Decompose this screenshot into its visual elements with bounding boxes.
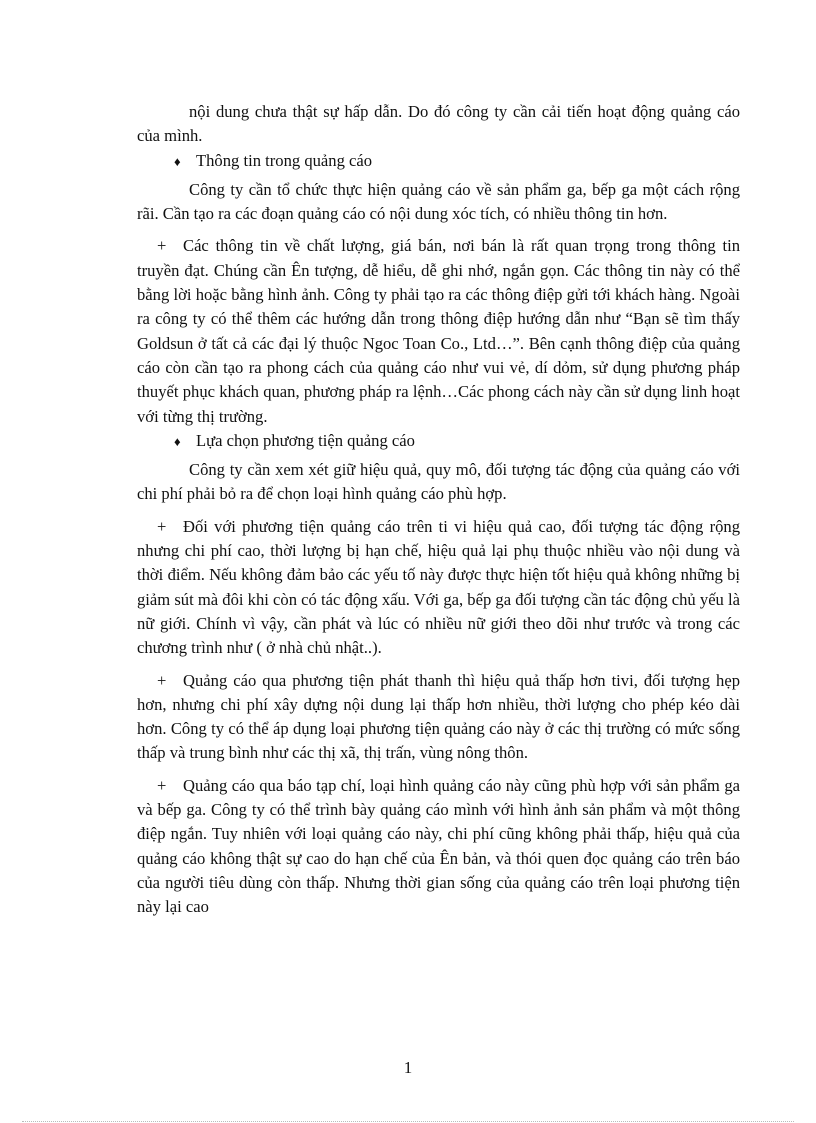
paragraph-organize-advertising: Công ty cần tổ chức thực hiện quảng cáo về sản phẩm ga, bếp ga một cách rộng rãi. Cần tạo ra các đoạn quảng cáo có nội dung xóc tích, có nhiều thông tin hơn. [137, 179, 740, 224]
plus-bullet-icon: + [157, 670, 167, 690]
document-body [137, 100, 740, 920]
page-number: 1 [403, 1058, 413, 1077]
heading-text: Lựa chọn phương tiện quảng cáo [196, 430, 415, 450]
paragraph-plus-radio [137, 669, 740, 766]
paragraph-intro-continuation: nội dung chưa thật sự hấp dẫn. Do đó công ty cần cải tiến hoạt động quảng cáo của mình. [137, 102, 740, 146]
paragraph-plus-newspaper [137, 774, 740, 920]
heading-text: Thông tin trong quảng cáo [196, 150, 373, 170]
paragraph-text: Quảng cáo qua phương tiện phát thanh thì hiệu quả thấp hơn tivi, đối tượng hẹp hơn, nhưng chi phí xây dựng nội dung lại thấp hơn nhiều, thời lượng cho phép kéo dài hơn. Công ty có thể áp dụng loại phương tiện quảng cáo này ở các thị trường có mức sống thấp và trung bình như các thị xã, thị trấn, vùng nông thôn. [137, 670, 740, 763]
page-bottom-border [22, 1121, 794, 1122]
plus-bullet-icon: + [157, 516, 167, 536]
paragraph-plus-television [137, 515, 740, 661]
plus-bullet-icon: + [157, 236, 167, 256]
paragraph-text: Đối với phương tiện quảng cáo trên ti vi hiệu quả cao, đối tượng tác động rộng nhưng chi phí cao, thời lượng bị hạn chế, hiệu quả lại phụ thuộc nhiều vào nội dung và thời điểm. Nếu không đảm bảo các yếu tố này được thực hiện tốt hiệu quả không những bị giảm sút mà đôi khi còn có tác động xấu. Với ga, bếp ga đối tượng cần tác động chủ yếu là nữ giới. Chính vì vậy, cần phát và lúc có nhiều nữ giới theo dõi như trước và trong các chương trình như ( ở nhà chủ nhật..). [137, 516, 740, 658]
heading-advertising-information [137, 149, 740, 174]
paragraph-text: Các thông tin về chất lượng, giá bán, nơi bán là rất quan trọng trong thông tin truyền đạt. Chúng cần Ên tượng, dễ hiểu, dễ ghi nhớ, ngắn gọn. Các thông tin này có thể bằng lời hoặc bằng hình ảnh. Công ty phải tạo ra các thông điệp gửi tới khách hàng. Ngoài ra công ty có thể thêm các hướng dẫn trong thông điệp hướng dẫn như “Bạn sẽ tìm thấy Goldsun ở tất cả các đại lý thuộc Ngoc Toan Co., Ltd…”. Bên cạnh thông điệp của quảng cáo còn cần tạo ra phong cách của quảng cáo như vui vẻ, dí dỏm, sử dụng phương pháp thuyết phục khách quan, phương pháp ra lệnh…Các phong cách này cần sử dụng linh hoạt với từng thị trường. [137, 236, 740, 426]
diamond-bullet-icon: ♦ [174, 433, 181, 449]
diamond-bullet-icon: ♦ [174, 153, 181, 169]
paragraph-text: Quảng cáo qua báo tạp chí, loại hình quảng cáo này cũng phù hợp với sản phẩm ga và bếp ga. Công ty có thể trình bày quảng cáo mình với hình ảnh sản phẩm và một thông điệp ngắn. Tuy nhiên với loại quảng cáo này, chi phí cũng không phải thấp, hiệu quả của quảng cáo không thật sự cao do hạn chế của Ên bản, và thói quen đọc quảng cáo trên báo của người tiêu dùng còn thấp. Nhưng thời gian sống của quảng cáo trên loại phương tiện này lại cao [137, 775, 740, 917]
paragraph-consider-effectiveness: Công ty cần xem xét giữ hiệu quả, quy mô, đối tượng tác động của quảng cáo với chi phí phải bỏ ra để chọn loại hình quảng cáo phù hợp. [137, 460, 740, 504]
paragraph-plus-information-quality [137, 234, 740, 428]
plus-bullet-icon: + [157, 775, 167, 795]
heading-media-selection [137, 429, 740, 454]
